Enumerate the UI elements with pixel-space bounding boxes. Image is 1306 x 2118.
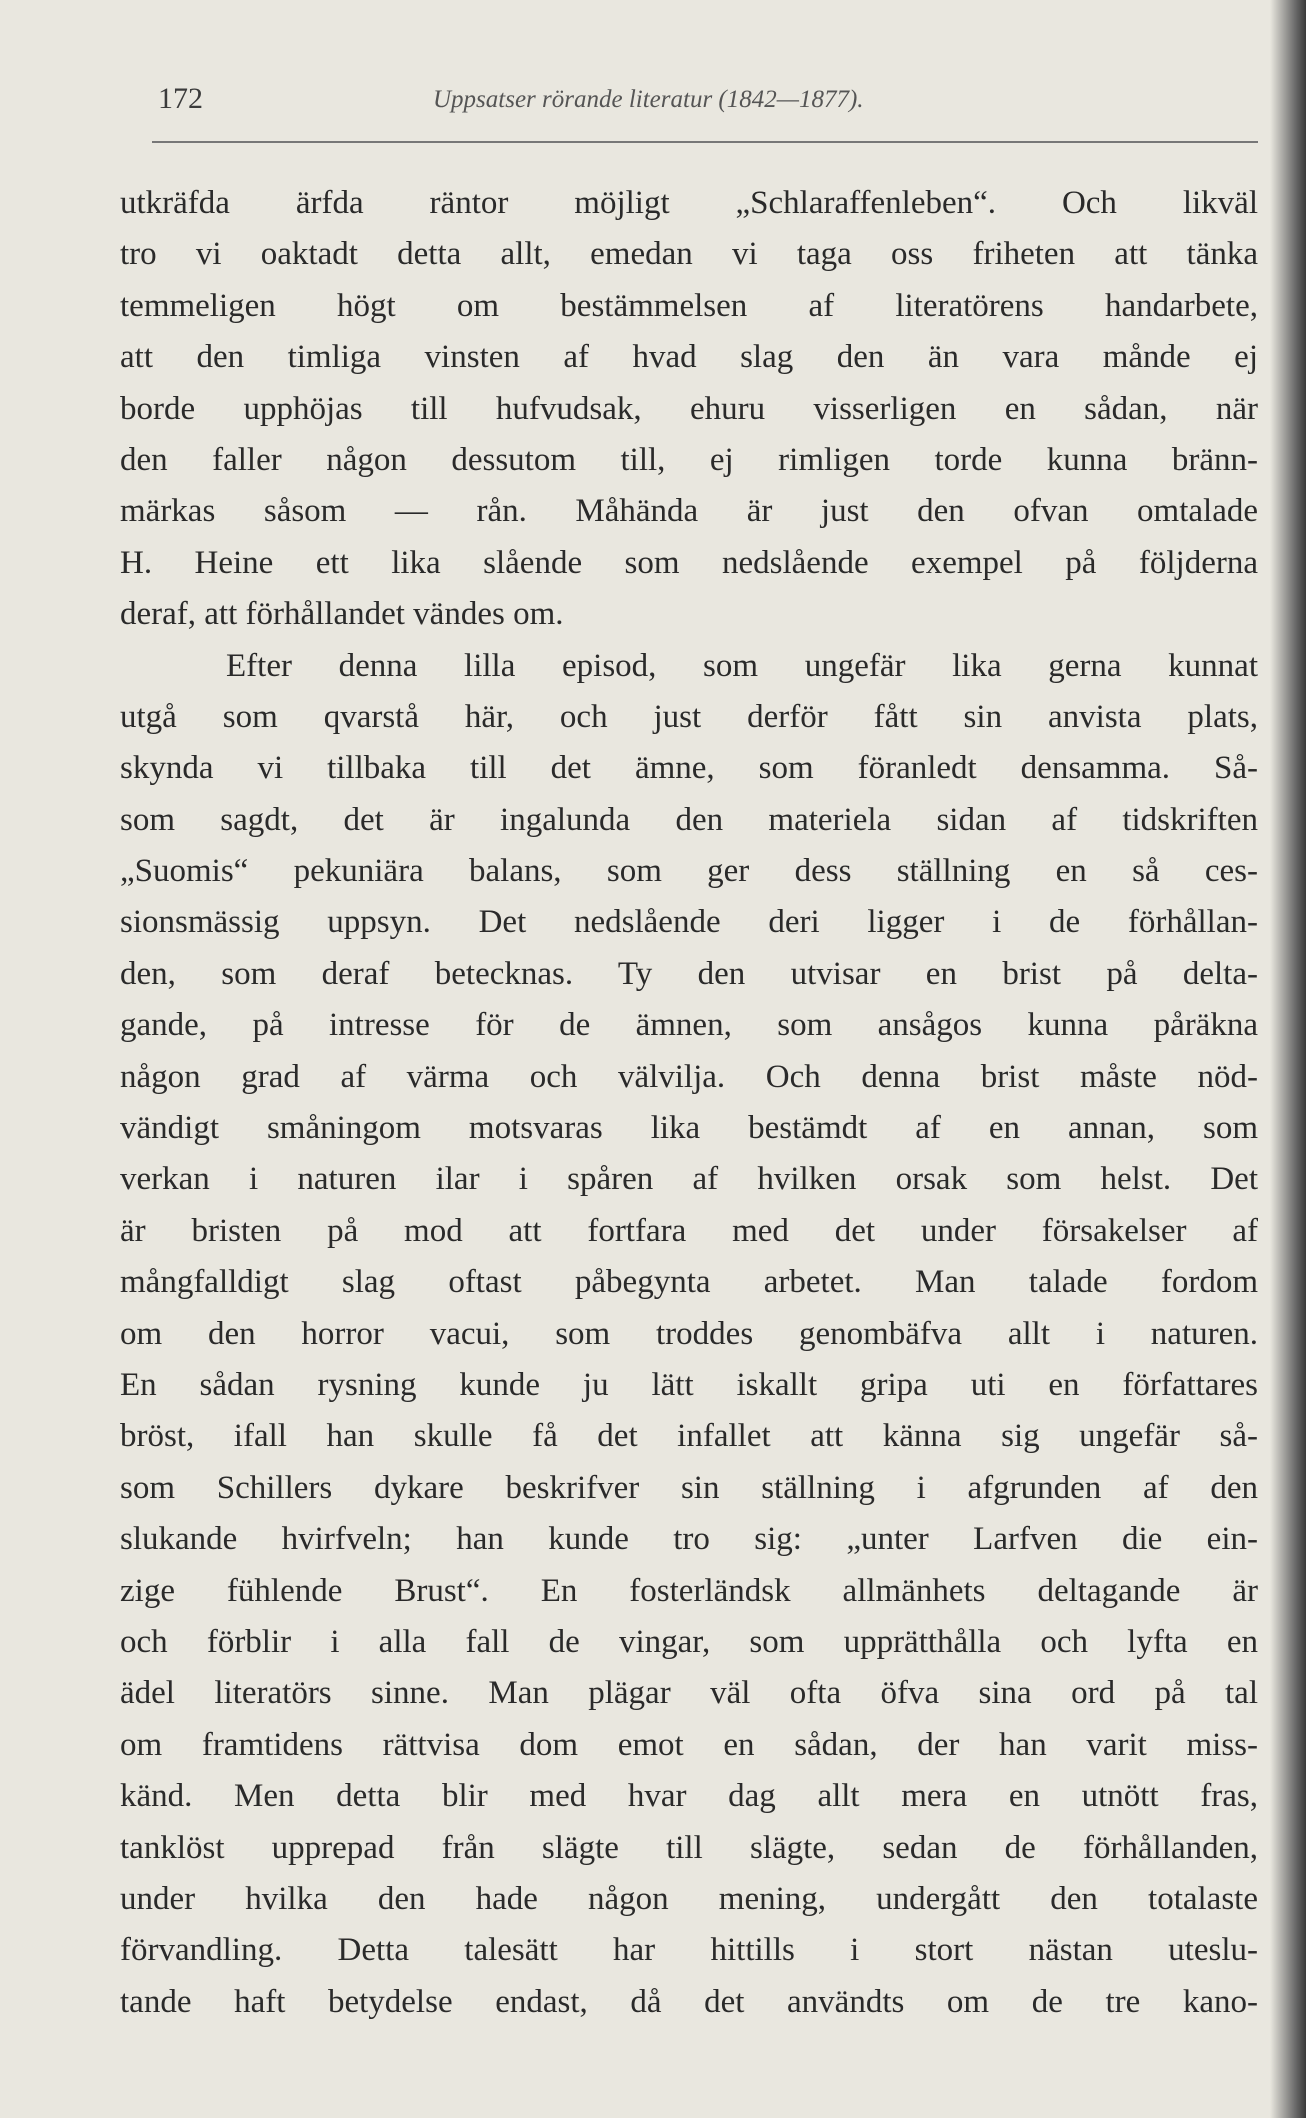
text-line: Efter denna lilla episod, som ungefär lika gerna kunnat [226, 647, 1258, 684]
text-line: zige fühlende Brust“. En fosterländsk allmänhets deltagande är [120, 1572, 1258, 1609]
text-line: tanklöst upprepad från slägte till slägte, sedan de förhållanden, [120, 1829, 1258, 1866]
running-head: Uppsatser rörande literatur (1842—1877). [433, 86, 864, 113]
text-line: vändigt småningom motsvaras lika bestämdt af en annan, som [120, 1110, 1258, 1147]
text-line: tande haft betydelse endast, då det användts om de tre kano- [120, 1983, 1258, 2020]
text-line: är bristen på mod att fortfara med det under försakelser af [120, 1212, 1258, 1249]
text-line: om framtidens rättvisa dom emot en sådan, der han varit miss- [120, 1726, 1258, 1763]
text-line: märkas såsom — rån. Måhända är just den ofvan omtalade [120, 493, 1258, 530]
text-line: verkan i naturen ilar i spåren af hvilken orsak som helst. Det [120, 1161, 1258, 1198]
text-line: „Suomis“ pekuniära balans, som ger dess ställning en så ces- [120, 853, 1258, 890]
text-line: utgå som qvarstå här, och just derför fått sin anvista plats, [120, 698, 1258, 735]
text-line: under hvilka den hade någon mening, undergått den totalaste [120, 1880, 1258, 1917]
text-line: slukande hvirfveln; han kunde tro sig: „unter Larfven die ein- [120, 1521, 1258, 1558]
text-line: som sagdt, det är ingalunda den materiela sidan af tidskriften [120, 801, 1258, 838]
text-line: temmeligen högt om bestämmelsen af literatörens handarbete, [120, 287, 1258, 324]
page-header [158, 82, 1258, 122]
text-line: någon grad af värma och välvilja. Och denna brist måste nöd- [120, 1058, 1258, 1095]
text-line: bröst, ifall han skulle få det infallet att känna sig ungefär så- [120, 1418, 1258, 1455]
page-edge-shadow [1270, 0, 1306, 2118]
text-line: den, som deraf betecknas. Ty den utvisar en brist på delta- [120, 955, 1258, 992]
text-line: utkräfda ärfda räntor möjligt „Schlaraffenleben“. Och likväl [120, 185, 1258, 221]
text-line: skynda vi tillbaka till det ämne, som föranledt densamma. Så- [120, 750, 1258, 787]
header-rule [152, 141, 1258, 143]
text-line: ädel literatörs sinne. Man plägar väl ofta öfva sina ord på tal [120, 1675, 1258, 1712]
text-line: H. Heine ett lika slående som nedslående exempel på följderna [120, 544, 1258, 581]
text-line: gande, på intresse för de ämnen, som ansågos kunna påräkna [120, 1007, 1258, 1044]
text-line: deraf, att förhållandet vändes om. [120, 596, 564, 633]
text-line: sionsmässig uppsyn. Det nedslående deri ligger i de förhållan- [120, 904, 1258, 941]
body-text [120, 178, 1258, 2028]
text-line: mångfalldigt slag oftast påbegynta arbetet. Man talade fordom [120, 1264, 1258, 1301]
text-line: om den horror vacui, som troddes genombäfva allt i naturen. [120, 1315, 1258, 1352]
text-line: tro vi oaktadt detta allt, emedan vi taga oss friheten att tänka [120, 236, 1258, 273]
text-line: känd. Men detta blir med hvar dag allt mera en utnött fras, [120, 1778, 1258, 1815]
text-line: En sådan rysning kunde ju lätt iskallt gripa uti en författares [120, 1366, 1258, 1403]
text-line: den faller någon dessutom till, ej rimligen torde kunna bränn- [120, 441, 1258, 478]
page-number: 172 [158, 82, 203, 115]
text-line: att den timliga vinsten af hvad slag den än vara månde ej [120, 339, 1258, 376]
text-line: borde upphöjas till hufvudsak, ehuru visserligen en sådan, när [120, 390, 1258, 427]
text-line: förvandling. Detta talesätt har hittills i stort nästan uteslu- [120, 1932, 1258, 1969]
text-line: som Schillers dykare beskrifver sin ställning i afgrunden af den [120, 1469, 1258, 1506]
text-line: och förblir i alla fall de vingar, som upprätthålla och lyfta en [120, 1623, 1258, 1660]
